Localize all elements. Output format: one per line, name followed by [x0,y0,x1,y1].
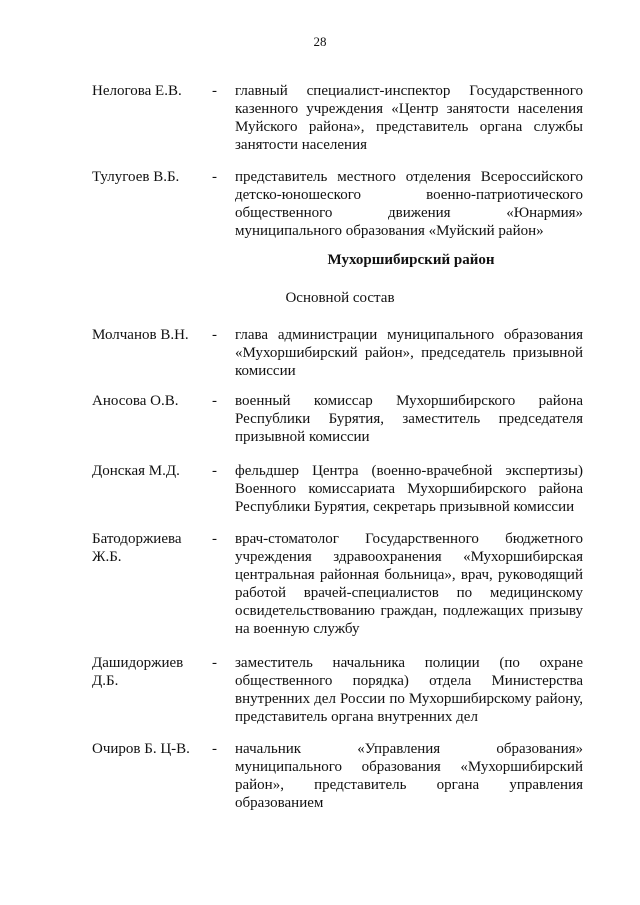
dash-separator: - [212,83,217,99]
dash-separator: - [212,393,217,409]
list-item [92,740,587,812]
member-name: Дашидоржиев Д.Б. [92,655,184,689]
member-name: Очиров Б. Ц-В. [92,741,190,757]
dash-separator: - [212,327,217,343]
dash-separator: - [212,655,217,671]
member-role: военный комиссар Мухоршибирского района Республики Бурятия, заместитель председателя призывной комиссии [235,393,583,445]
member-name: Нелогова Е.В. [92,83,182,99]
list-item [92,462,587,516]
subsection-title: Основной состав [285,290,395,306]
member-role: главный специалист-инспектор Государственного казенного учреждения «Центр занятости населения Муйского района», представитель органа службы занятости населения [235,83,583,153]
member-role: глава администрации муниципального образования «Мухоршибирский район», председатель призывной комиссии [235,327,583,379]
member-name: Аносова О.В. [92,393,179,409]
list-item [92,530,587,638]
section-title: Мухоршибирский район [327,252,495,268]
list-item [92,82,587,154]
member-name: Тулугоев В.Б. [92,169,180,185]
page-number: 28 [313,34,327,49]
member-name: Батодоржиева Ж.Б. [92,531,182,565]
member-role: фельдшер Центра (военно-врачебной экспертизы) Военного комиссариата Мухоршибирского района Республики Бурятия, секретарь призывной комиссии [235,463,583,515]
member-role: заместитель начальника полиции (по охране общественного порядка) отдела Министерства внутренних дел России по Мухоршибирскому району, представитель органа внутренних дел [235,655,583,725]
dash-separator: - [212,169,217,185]
member-name: Молчанов В.Н. [92,327,189,343]
member-role: врач-стоматолог Государственного бюджетного учреждения здравоохранения «Мухоршибирская центральная районная больница», врач, руководящий работой врачей-специалистов по медицинскому освидетельствованию граждан, подлежащих призыву на военную службу [235,531,583,637]
list-item [92,168,587,240]
list-item [92,326,587,380]
list-item [92,654,587,726]
list-item [92,392,587,446]
dash-separator: - [212,463,217,479]
member-role: начальник «Управления образования» муниципального образования «Мухоршибирский район», представитель органа управления образованием [235,741,583,811]
member-role: представитель местного отделения Всероссийского детско-юношеского военно-патриотического общественного движения «Юнармия» муниципального образования «Муйский район» [235,169,583,239]
dash-separator: - [212,531,217,547]
member-name: Донская М.Д. [92,463,180,479]
dash-separator: - [212,741,217,757]
